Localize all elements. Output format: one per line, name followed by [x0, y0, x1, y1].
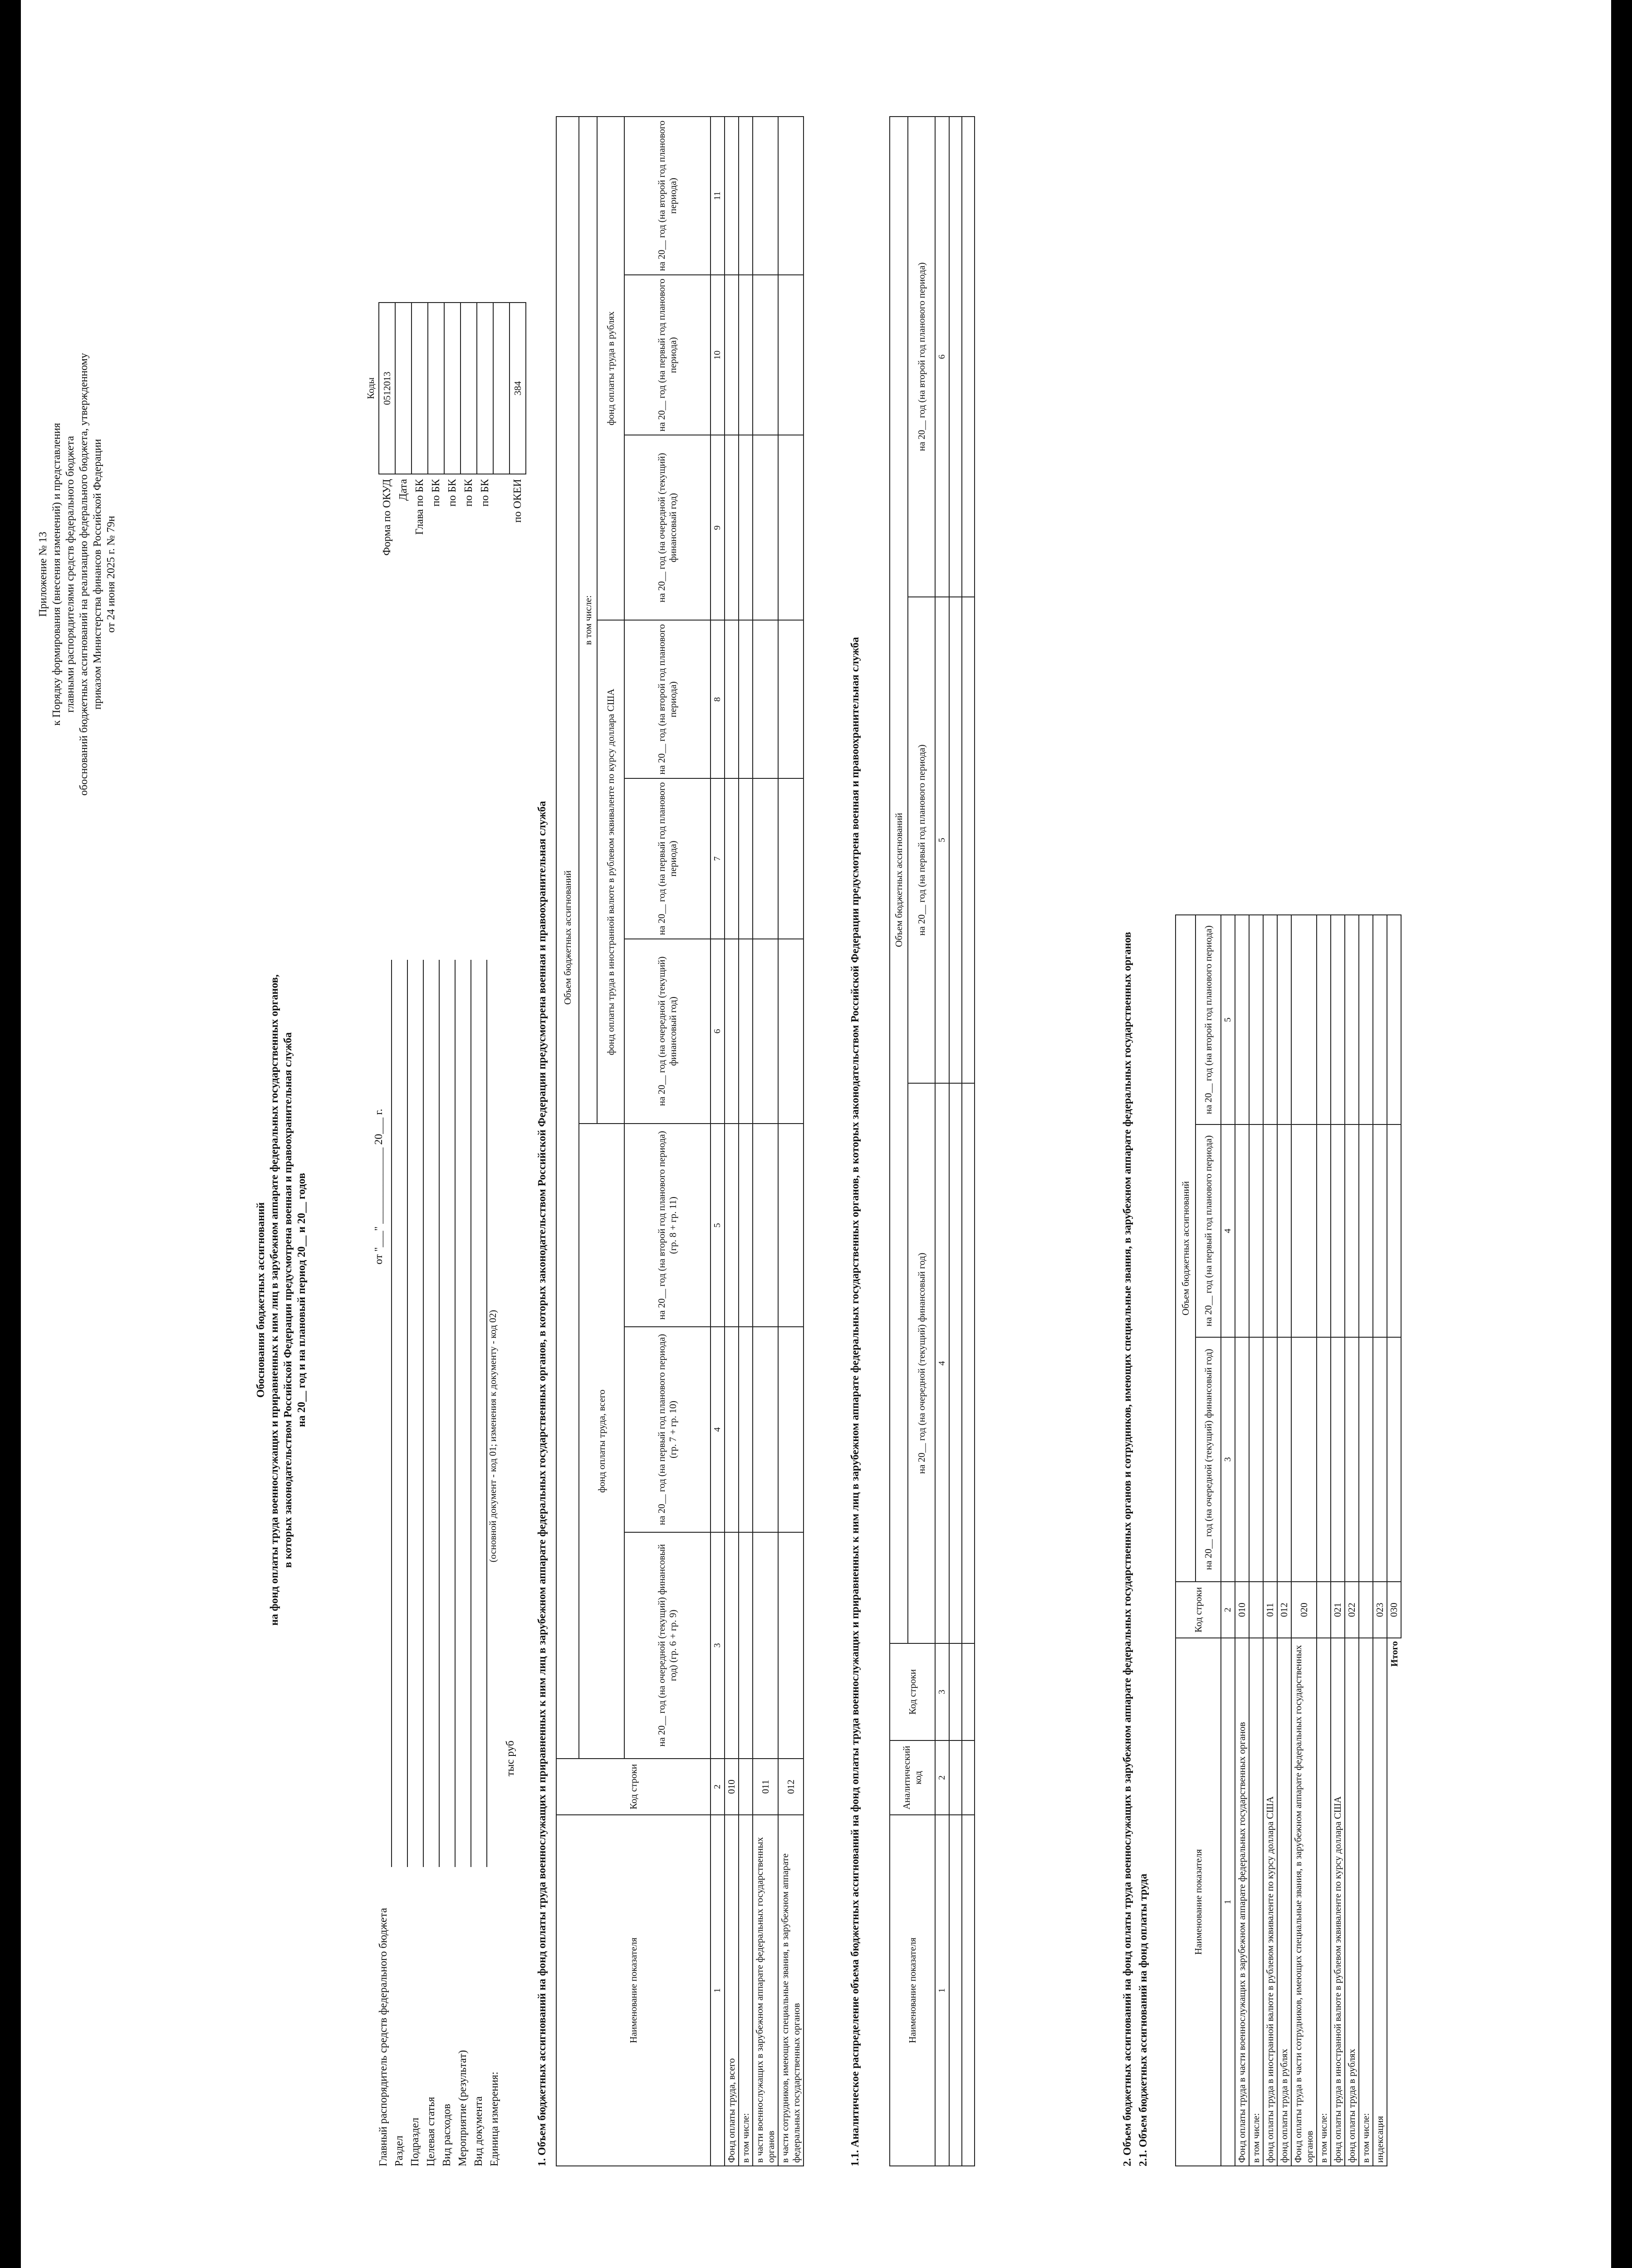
form-fields: [377, 1758, 504, 2166]
row-name: фонд оплаты труда в рублях: [1277, 1638, 1291, 2166]
title-line: на 20__ год и на плановый период 20__ и 20__ годов: [296, 1173, 308, 1427]
row-code: 021: [1331, 1582, 1345, 1638]
field-label-expense-type: Вид расходов: [441, 2104, 453, 2166]
code-label: по БК: [430, 479, 442, 507]
s1-num: 11: [711, 117, 725, 275]
row-name: фонд оплаты труда в рублях: [1345, 1638, 1359, 2166]
table-row: [1263, 915, 1277, 2166]
s11-h-code: Код строки: [890, 1643, 935, 1740]
row-code: 022: [1345, 1582, 1359, 1638]
s1-h-code: Код строки: [556, 1759, 711, 1815]
s11-col4: на 20__ год (на очередной (текущий) финансовый год): [908, 1083, 935, 1643]
s1-col9: на 20__ год (на очередной (текущий) финансовый год): [624, 435, 711, 620]
s11-h-name: Наименование показателя: [890, 1815, 935, 2166]
row-name: Фонд оплаты труда, всего: [725, 1815, 739, 2166]
s2-num: 3: [1221, 1337, 1235, 1582]
s1-h-fot-total: фонд оплаты труда, всего: [579, 1124, 624, 1759]
field-label-doc-type: Вид документа: [473, 2096, 485, 2166]
codes-table: [363, 302, 526, 474]
s1-col3: на 20__ год (на очередной (текущий) финансовый год) (гр. 6 + гр. 9): [624, 1532, 711, 1759]
s1-h-volume: Объем бюджетных ассигнований: [556, 117, 579, 1759]
codes-labels: [363, 479, 527, 615]
unit-value: тыс руб: [505, 1740, 516, 1776]
field-underline: [407, 960, 408, 1867]
s1-col11: на 20__ год (на второй год планового периода): [624, 117, 711, 275]
row-code: 030: [1387, 1582, 1401, 1638]
field-label-section: Раздел: [393, 2136, 405, 2166]
row-name: в том числе:: [739, 1815, 753, 2166]
code-bk: [461, 303, 477, 474]
row-name: в части военнослужащих в зарубежном аппарате федеральных государственных органов: [753, 1815, 778, 2166]
codes-header: Коды: [365, 377, 376, 399]
row-code: 011: [753, 1759, 778, 1815]
row-name: в том числе:: [1359, 1638, 1373, 2166]
codes-label-spacer: [363, 479, 380, 615]
row-name: фонд оплаты труда в иностранной валюте в рублевом эквиваленте по курсу доллара США: [1331, 1638, 1345, 2166]
row-code: 010: [1235, 1582, 1249, 1638]
row-code: [1359, 1582, 1373, 1638]
s11-num: 1: [935, 1815, 949, 2166]
s2-num: 4: [1221, 1125, 1235, 1337]
code-label: [495, 479, 511, 615]
s11-num: 4: [935, 1083, 949, 1643]
s1-col6: на 20__ год (на очередной (текущий) финансовый год): [624, 939, 711, 1124]
table-row: [778, 117, 804, 2166]
table-row: [1331, 915, 1345, 2166]
table-row: [1235, 915, 1249, 2166]
s2-col3: на 20__ год (на очередной (текущий) финансовый год): [1196, 1337, 1221, 1582]
table-row: [1373, 915, 1387, 2166]
s11-h-analytic: Аналитический код: [890, 1740, 935, 1815]
s2-num: 2: [1221, 1582, 1235, 1638]
row-code: [1249, 1582, 1263, 1638]
row-code: 023: [1373, 1582, 1387, 1638]
s11-col6: на 20__ год (на второй год планового периода): [908, 117, 935, 597]
row-name: фонд оплаты труда в иностранной валюте в рублевом эквиваленте по курсу доллара США: [1263, 1638, 1277, 2166]
s2-h-volume: Объем бюджетных ассигнований: [1176, 915, 1196, 1582]
row-name: в том числе:: [1317, 1638, 1331, 2166]
table-row: [1291, 915, 1317, 2166]
s11-num: 2: [935, 1740, 949, 1815]
code-label: по БК: [463, 479, 475, 507]
row-code: 020: [1291, 1582, 1317, 1638]
code-date: [395, 303, 412, 474]
row-name: в части сотрудников, имеющих специальные звания, в зарубежном аппарате федеральных государственных органов: [778, 1815, 804, 2166]
field-underline: [470, 960, 471, 1867]
s1-num: 10: [711, 275, 725, 435]
table-row: [1359, 915, 1373, 2166]
code-label: по БК: [479, 479, 491, 507]
field-label-subsection: Подраздел: [409, 2117, 421, 2166]
field-label-grbs: Главный распорядитель средств федерального бюджета: [377, 1908, 389, 2166]
s1-num: 4: [711, 1327, 725, 1532]
s1-num: 5: [711, 1124, 725, 1327]
s1-h-name: Наименование показателя: [556, 1815, 711, 2166]
code-glava: [412, 303, 428, 474]
s1-col5: на 20__ год (на второй год планового периода) (гр. 8 + гр. 11): [624, 1124, 711, 1327]
appendix-line: главными распорядителями средств федерального бюджета: [64, 436, 76, 713]
code-bk: [444, 303, 461, 474]
s1-h-rub: фонд оплаты труда в рублях: [597, 117, 624, 620]
row-code: [1317, 1582, 1331, 1638]
s11-h-volume: Объем бюджетных ассигнований: [890, 117, 908, 1643]
s1-num: 3: [711, 1532, 725, 1759]
s1-num: 2: [711, 1759, 725, 1815]
code-label: по БК: [446, 479, 458, 507]
section1-title: 1. Объем бюджетных ассигнований на фонд оплаты труда военнослужащих и приравненных к ним лиц в зарубежном аппарате федеральных государственных органов, в которых законодательством Российской Федерации предусмотрена военная и правоохранительная служба: [536, 801, 548, 2166]
table-row: [1345, 915, 1359, 2166]
row-code: [739, 1759, 753, 1815]
doc-type-note: (основной документ - код 01; изменения к документу - код 02): [487, 1310, 498, 1563]
s1-num: 1: [711, 1815, 725, 2166]
s1-num: 6: [711, 939, 725, 1124]
code-okud: 0512013: [379, 303, 395, 474]
field-underline: [439, 960, 440, 1867]
s1-col10: на 20__ год (на первый год планового периода): [624, 275, 711, 435]
table-row: [962, 117, 975, 2166]
total-label: Итого: [1387, 1638, 1401, 2166]
table-row: [1317, 915, 1331, 2166]
section2-table: [1175, 914, 1402, 2166]
table-row: [739, 117, 753, 2166]
s11-num: 6: [935, 117, 949, 597]
code-bk: [477, 303, 493, 474]
s1-col7: на 20__ год (на первый год планового периода): [624, 778, 711, 938]
row-code: 012: [1277, 1582, 1291, 1638]
s2-num: 5: [1221, 915, 1235, 1125]
row-code: 012: [778, 1759, 804, 1815]
table-row: [1277, 915, 1291, 2166]
row-name: Фонд оплаты труда в части сотрудников, имеющих специальные звания, в зарубежном аппарате федеральных государственных органов: [1291, 1638, 1317, 2166]
s2-num: 1: [1221, 1638, 1235, 2166]
row-name: индексация: [1373, 1638, 1387, 2166]
table-row: [949, 117, 962, 2166]
s2-col5: на 20__ год (на второй год планового периода): [1196, 915, 1221, 1125]
code-label: по ОКЕИ: [512, 479, 524, 523]
table-row: [1249, 915, 1263, 2166]
code-label: Глава по БК: [414, 479, 426, 535]
s2-h-name: Наименование показателя: [1176, 1638, 1221, 2166]
s1-num: 9: [711, 435, 725, 620]
appendix-line: приказом Министерства финансов Российской Федерации: [92, 439, 103, 710]
field-label-unit: Единица измерения:: [489, 2072, 500, 2166]
field-label-measure: Мероприятие (результат): [457, 2050, 469, 2166]
appendix-header: [36, 121, 118, 1028]
field-label-target-article: Целевая статья: [425, 2097, 437, 2166]
row-name: Фонд оплаты труда в части военнослужащих в зарубежном аппарате федеральных государственных органов: [1235, 1638, 1249, 2166]
s11-num: 3: [935, 1643, 949, 1740]
appendix-line: к Порядку формирования (внесения изменений) и представления: [51, 423, 63, 726]
code-label: Дата: [397, 479, 409, 501]
document-title: [254, 552, 309, 2048]
s11-col5: на 20__ год (на первый год планового периода): [908, 597, 935, 1083]
table-row-total: [1387, 915, 1401, 2166]
section11-title: 1.1. Аналитическое распределение объема бюджетных ассигнований на фонд оплаты труда военнослужащих и приравненных к ним лиц в зарубежном аппарате федеральных государственных органов, в которых законодательством Российской Федерации предусмотрена военная и правоохранительная служба: [849, 637, 861, 2166]
section1-table: [556, 116, 804, 2166]
field-underline: [391, 960, 392, 1867]
s1-col4: на 20__ год (на первый год планового периода) (гр. 7 + гр. 10): [624, 1327, 711, 1532]
table-row: [753, 117, 778, 2166]
section21-title: 2.1. Объем бюджетных ассигнований на фонд оплаты труда: [1137, 1873, 1149, 2166]
s1-h-foreign: фонд оплаты труда в иностранной валюте в рублевом эквиваленте по курсу доллара США: [597, 620, 624, 1124]
code-label: Форма по ОКУД: [381, 479, 393, 556]
section11-table: [889, 116, 975, 2166]
s1-col8: на 20__ год (на второй год планового периода): [624, 620, 711, 778]
code-bk: [428, 303, 444, 474]
field-underline: [455, 960, 456, 1867]
s2-h-code: Код строки: [1176, 1582, 1221, 1638]
row-code: 011: [1263, 1582, 1277, 1638]
s11-num: 5: [935, 597, 949, 1083]
title-line: в которых законодательством Российской Федерации предусмотрена военная и правоохранительная служба: [282, 1032, 294, 1568]
table-row: [725, 117, 739, 2166]
row-code: 010: [725, 1759, 739, 1815]
s1-num: 7: [711, 778, 725, 938]
s1-num: 8: [711, 620, 725, 778]
document-date: от "___" ______________ 20___ г.: [373, 1109, 385, 1265]
s1-h-incl: в том числе:: [579, 117, 597, 1124]
s2-col4: на 20__ год (на первый год планового периода): [1196, 1125, 1221, 1337]
section2-title: 2. Объем бюджетных ассигнований на фонд оплаты труда военнослужащих в зарубежном аппарате федеральных государственных органов и сотрудников, имеющих специальные звания, в зарубежном аппарате федеральных государственных органов: [1122, 932, 1133, 2166]
field-underline: [423, 960, 424, 1867]
title-line: на фонд оплаты труда военнослужащих и приравненных к ним лиц в зарубежном аппарате федеральных государственных органов,: [269, 974, 280, 1626]
code-okei: 384: [510, 303, 526, 474]
appendix-line: от 24 июня 2025 г. № 79н: [105, 516, 117, 633]
appendix-number: Приложение № 13: [37, 532, 49, 617]
row-name: в том числе:: [1249, 1638, 1263, 2166]
code-doc: [493, 303, 510, 474]
appendix-line: обоснований бюджетных ассигнований на реализацию федерального бюджета, утвержденному: [78, 353, 90, 796]
title-line: Обоснования бюджетных ассигнований: [255, 1202, 267, 1398]
